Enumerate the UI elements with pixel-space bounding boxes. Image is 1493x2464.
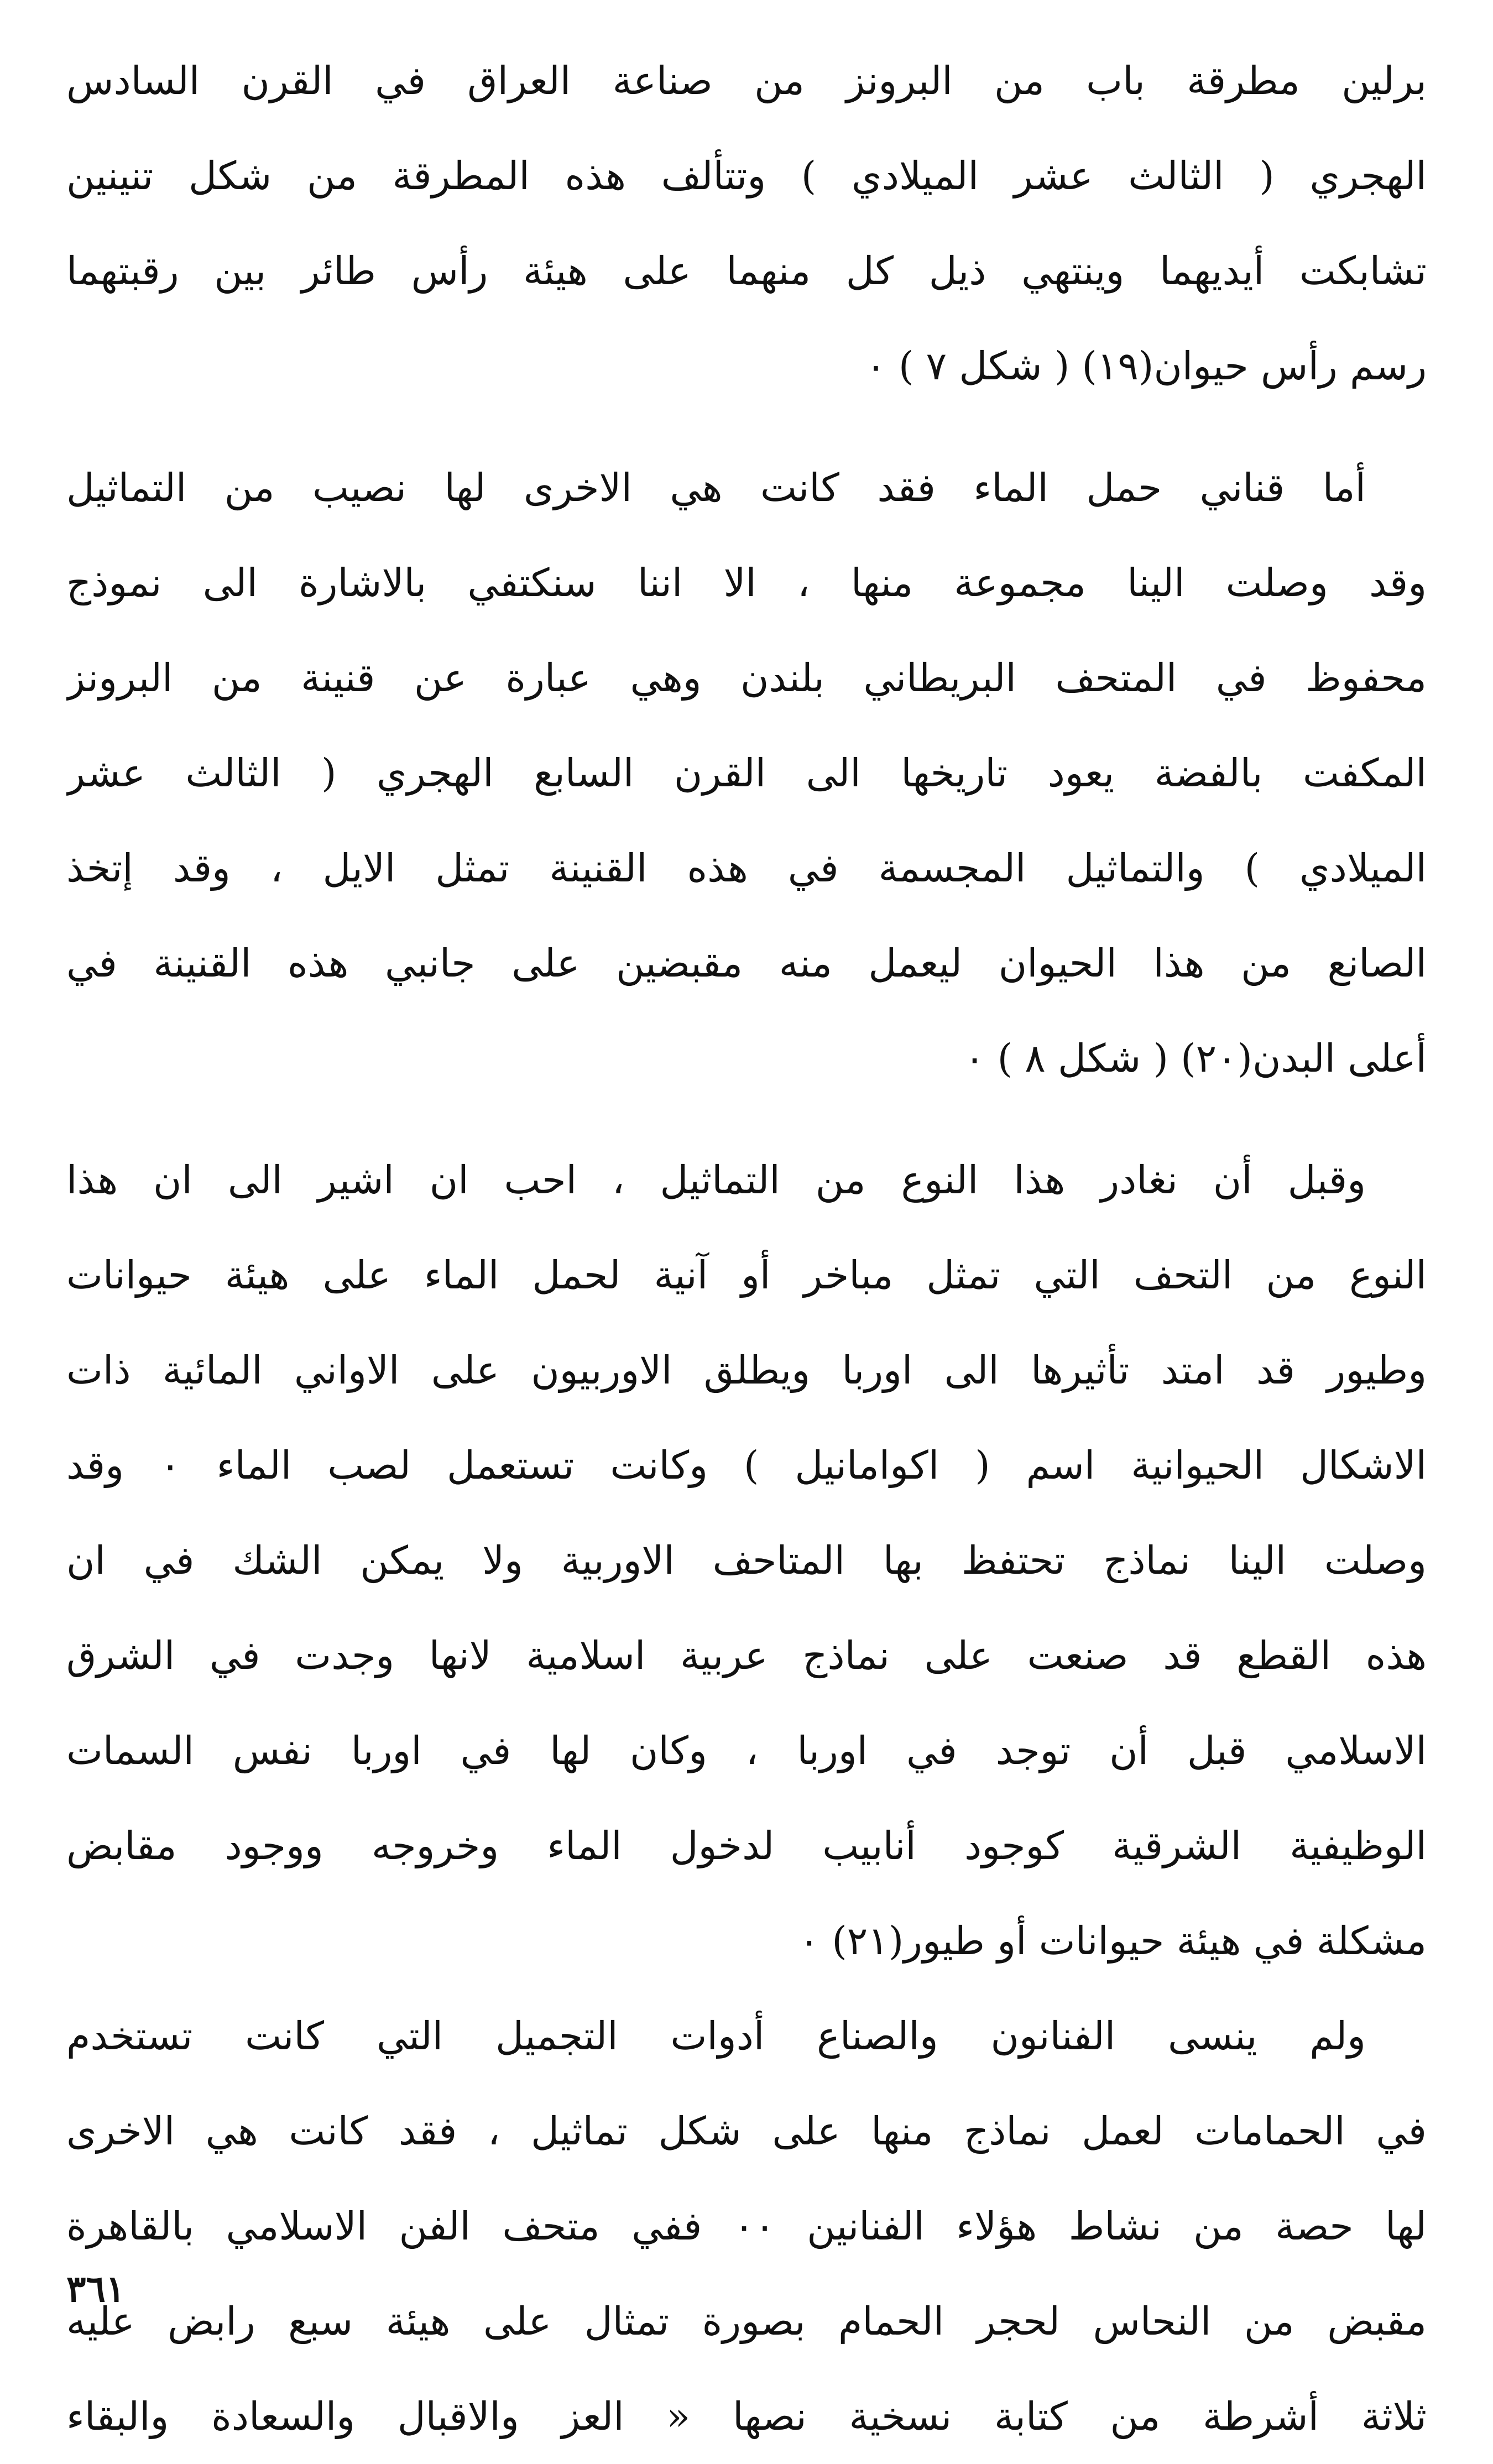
- paragraph: [66, 1988, 1427, 2464]
- text-line: وقد وصلت الينا مجموعة منها ، الا اننا سنكتفي بالاشارة الى نموذج: [66, 560, 1427, 605]
- text-line: النوع من التحف التي تمثل مباخر أو آنية لحمل الماء على هيئة حيوانات: [66, 1252, 1427, 1298]
- page-number: ٣٦١: [66, 2267, 126, 2310]
- text-line: محفوظ في المتحف البريطاني بلندن وهي عبارة عن قنينة من البرونز: [66, 655, 1427, 701]
- text-line: أعلى البدن(٢٠) ( شكل ٨ ) ٠: [964, 1036, 1427, 1081]
- text-line: رسم رأس حيوان(١٩) ( شكل ٧ ) ٠: [865, 343, 1427, 389]
- text-line: لها حصة من نشاط هؤلاء الفنانين ٠٠ ففي متحف الفن الاسلامي بالقاهرة: [66, 2204, 1427, 2249]
- text-line: في الحمامات لعمل نماذج منها على شكل تماثيل ، فقد كانت هي الاخرى: [66, 2108, 1427, 2154]
- body-text: [66, 33, 1427, 2464]
- paragraph: [66, 33, 1427, 414]
- text-line: الميلادي ) والتماثيل المجسمة في هذه القنينة تمثل الايل ، وقد إتخذ: [66, 845, 1427, 891]
- text-line: الوظيفية الشرقية كوجود أنابيب لدخول الماء وخروجه ووجود مقابض: [66, 1823, 1427, 1868]
- text-line: مشكلة في هيئة حيوانات أو طيور(٢١) ٠: [798, 1918, 1427, 1964]
- text-line: ثلاثة أشرطة من كتابة نسخية نصها « العز والاقبال والسعادة والبقاء: [66, 2394, 1427, 2439]
- text-line: الاسلامي قبل أن توجد في اوربا ، وكان لها في اوربا نفس السمات: [66, 1728, 1427, 1773]
- text-line: ولم ينسى الفنانون والصناع أدوات التجميل التي كانت تستخدم: [66, 2013, 1366, 2059]
- paragraph-gap: [66, 1106, 1427, 1132]
- text-line: وصلت الينا نماذج تحتفظ بها المتاحف الاوربية ولا يمكن الشك في ان: [66, 1538, 1427, 1583]
- text-line: مقبض من النحاس لحجر الحمام بصورة تمثال على هيئة سبع رابض عليه: [66, 2299, 1427, 2344]
- text-line: وطيور قد امتد تأثيرها الى اوربا ويطلق الاوربيون على الاواني المائية ذات: [66, 1348, 1427, 1393]
- text-line: المكفت بالفضة يعود تاريخها الى القرن السابع الهجري ( الثالث عشر: [66, 750, 1427, 796]
- paragraph: [66, 440, 1427, 1106]
- text-line: الهجري ( الثالث عشر الميلادي ) وتتألف هذه المطرقة من شكل تنينين: [66, 153, 1427, 199]
- text-line: برلين مطرقة باب من البرونز من صناعة العراق في القرن السادس: [66, 58, 1427, 103]
- text-line: الصانع من هذا الحيوان ليعمل منه مقبضين على جانبي هذه القنينة في: [66, 941, 1427, 986]
- text-line: أما قناني حمل الماء فقد كانت هي الاخرى لها نصيب من التماثيل: [66, 465, 1366, 510]
- paragraph: [66, 1132, 1427, 1988]
- text-line: الاشكال الحيوانية اسم ( اكوامانيل ) وكانت تستعمل لصب الماء ٠ وقد: [66, 1443, 1427, 1488]
- text-line: تشابكت أيديهما وينتهي ذيل كل منهما على هيئة رأس طائر بين رقبتهما: [66, 248, 1427, 294]
- paragraph-gap: [66, 414, 1427, 440]
- text-line: هذه القطع قد صنعت على نماذج عربية اسلامية لانها وجدت في الشرق: [66, 1633, 1427, 1678]
- text-line: وقبل أن نغادر هذا النوع من التماثيل ، احب ان اشير الى ان هذا: [66, 1157, 1366, 1203]
